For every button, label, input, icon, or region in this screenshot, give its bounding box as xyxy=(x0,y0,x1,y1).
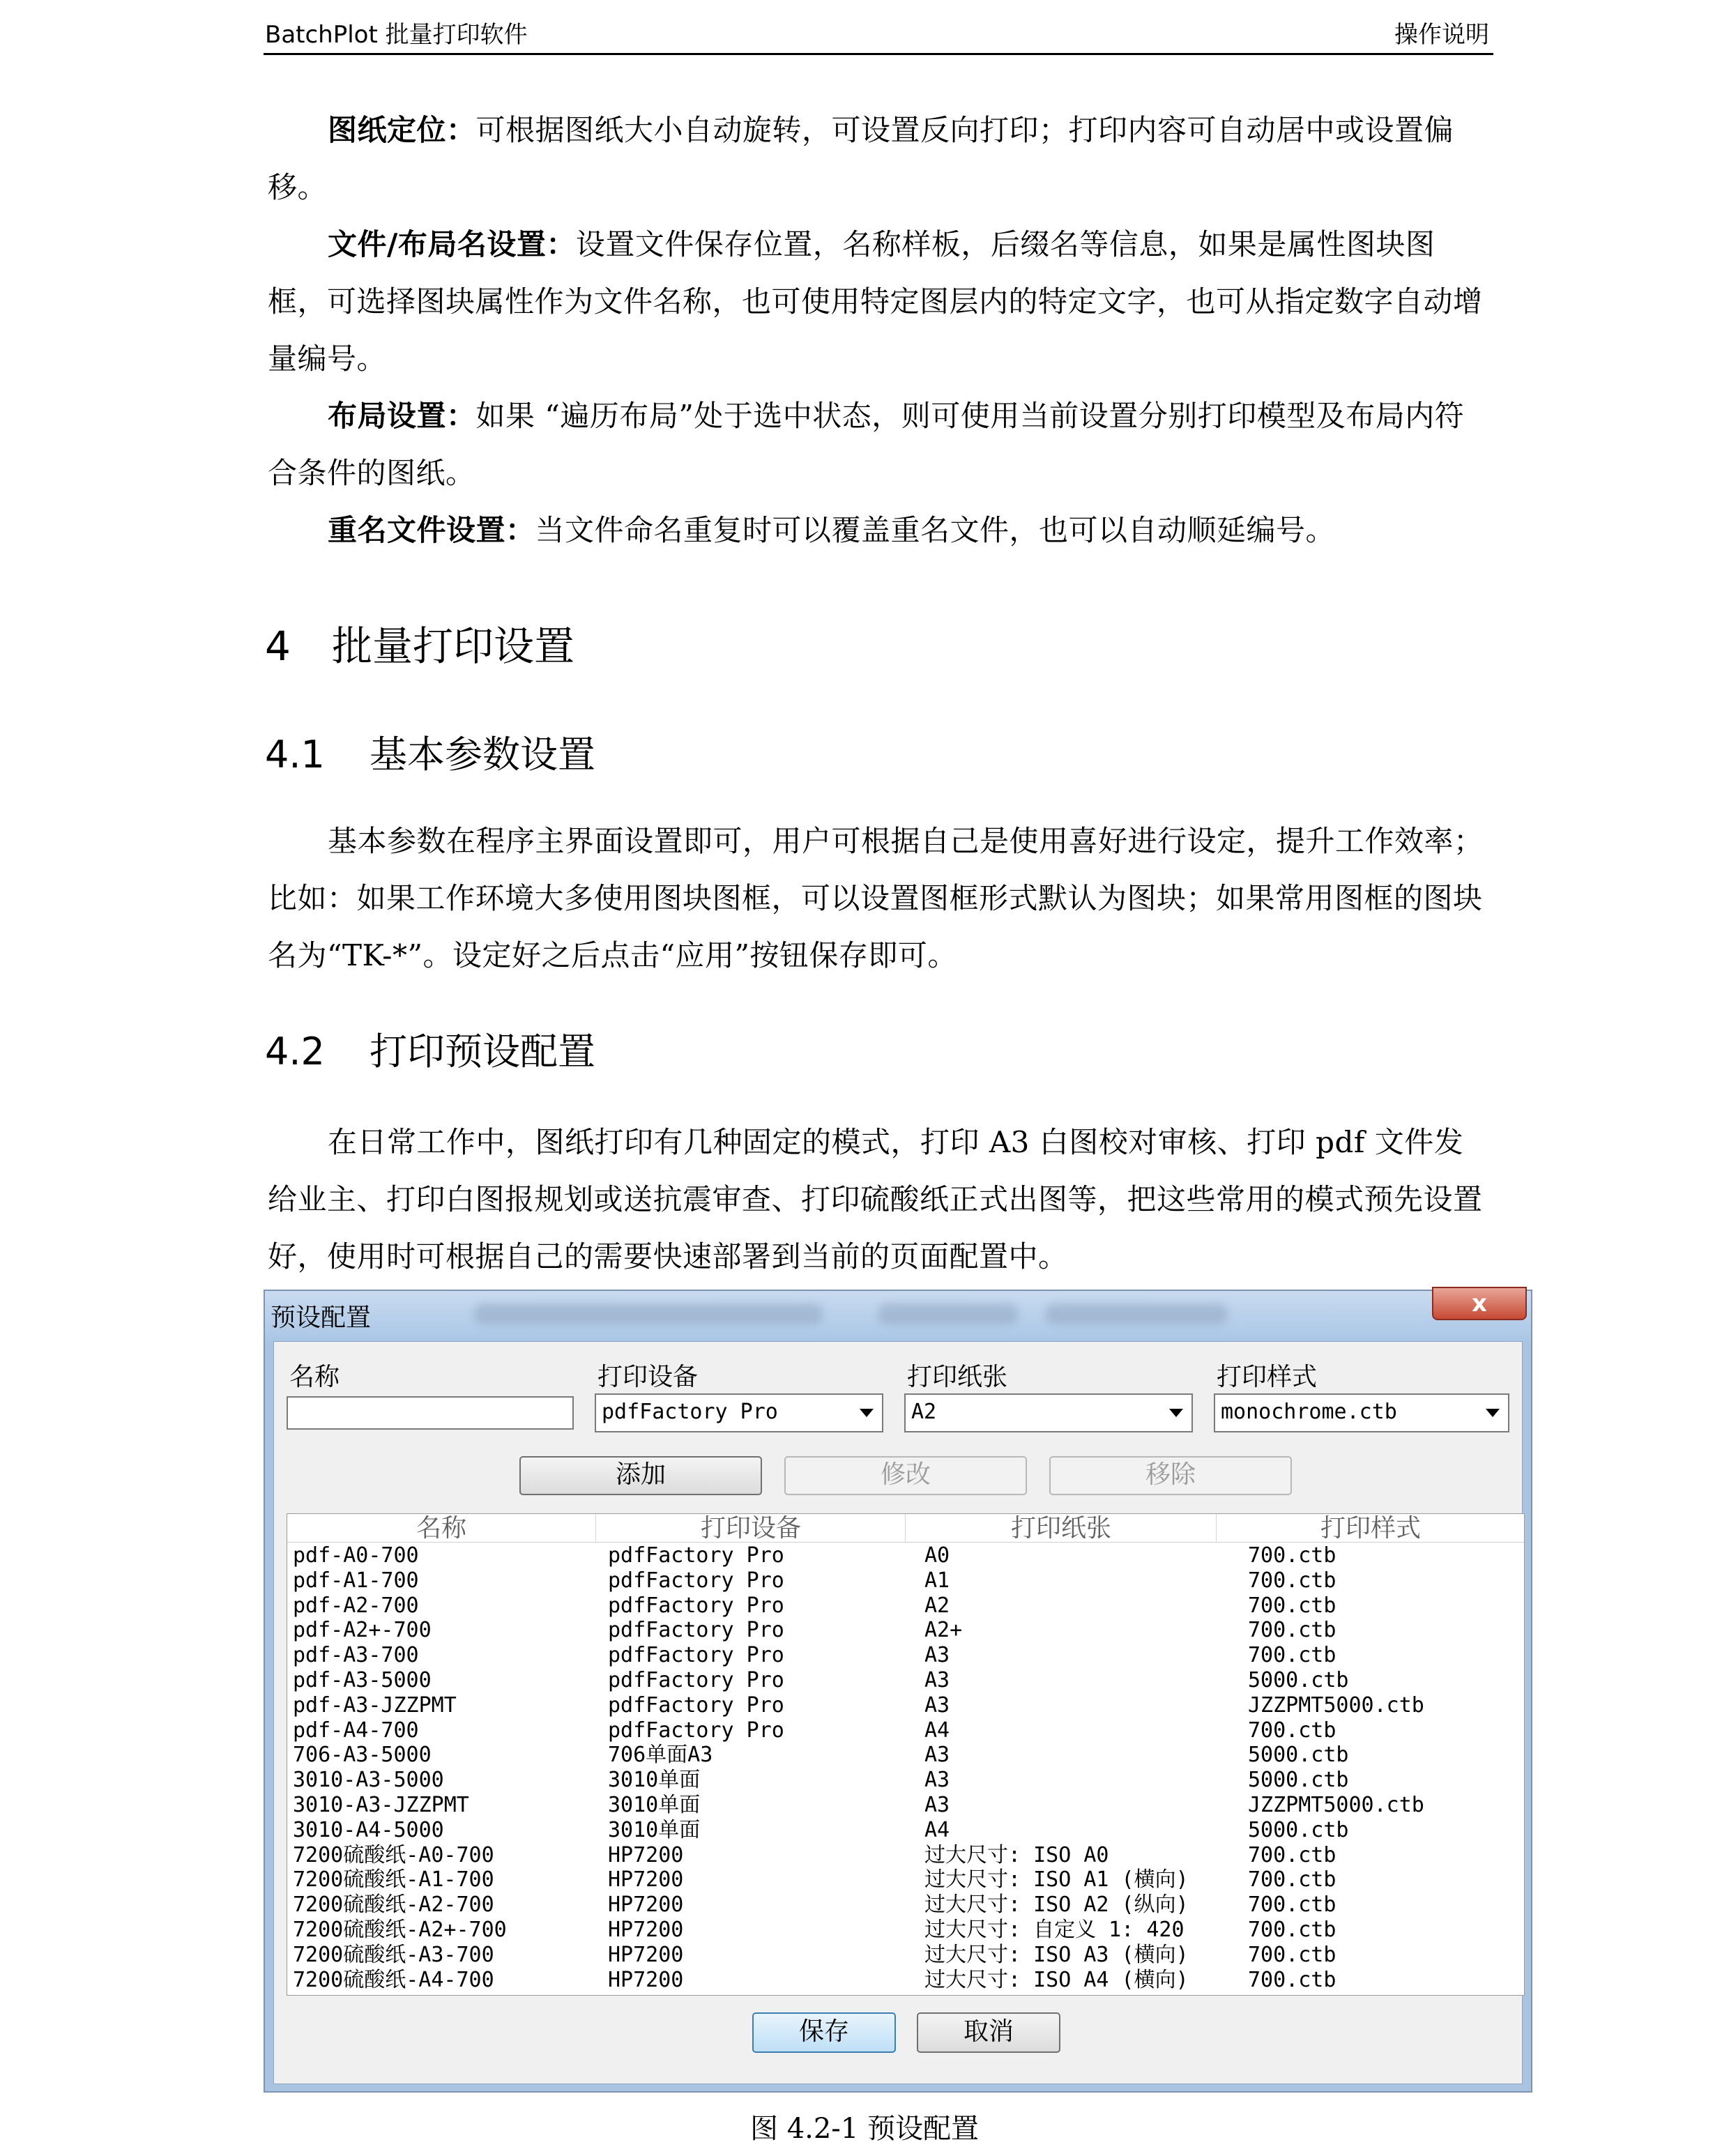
cell-paper: A2+ xyxy=(924,1618,963,1643)
cell-device: 3010单面 xyxy=(608,1793,701,1817)
table-row[interactable] xyxy=(287,1793,1524,1818)
cell-name: pdf-A1-700 xyxy=(293,1568,419,1593)
cell-style: JZZPMT5000.ctb xyxy=(1248,1692,1424,1718)
save-button[interactable]: 保存 xyxy=(752,2012,896,2053)
column-header-style[interactable]: 打印样式 xyxy=(1320,1514,1421,1543)
cell-paper: 过大尺寸: ISO A2 (纵向) xyxy=(924,1893,1189,1918)
cell-device: pdfFactory Pro xyxy=(608,1543,784,1568)
cell-style: 700.ctb xyxy=(1248,1942,1336,1967)
cell-device: HP7200 xyxy=(608,1893,684,1918)
cell-name: 7200硫酸纸-A1-700 xyxy=(293,1867,494,1893)
device-select-value: pdfFactory Pro xyxy=(602,1400,778,1424)
cell-style: 5000.ctb xyxy=(1248,1768,1349,1793)
modify-button[interactable]: 修改 xyxy=(784,1456,1027,1495)
table-row[interactable] xyxy=(287,1843,1524,1868)
add-button[interactable]: 添加 xyxy=(519,1456,762,1495)
cell-name: pdf-A3-700 xyxy=(293,1643,419,1668)
style-select-value: monochrome.ctb xyxy=(1221,1400,1397,1424)
blurred-background xyxy=(1046,1303,1227,1324)
cell-style: 700.ctb xyxy=(1248,1918,1336,1942)
table-row[interactable] xyxy=(287,1543,1524,1568)
cell-style: 700.ctb xyxy=(1248,1842,1336,1867)
cell-name: pdf-A3-5000 xyxy=(293,1668,432,1692)
cell-style: 700.ctb xyxy=(1248,1967,1336,1992)
cell-device: HP7200 xyxy=(608,1918,684,1942)
cell-paper: 过大尺寸: ISO A0 xyxy=(924,1842,1109,1867)
cell-style: 700.ctb xyxy=(1248,1568,1336,1593)
blurred-background xyxy=(878,1303,1018,1324)
chevron-down-icon xyxy=(1486,1409,1500,1417)
cancel-button[interactable]: 取消 xyxy=(917,2012,1060,2053)
cell-name: 7200硫酸纸-A4-700 xyxy=(293,1967,494,1992)
table-row[interactable] xyxy=(287,1593,1524,1619)
paragraph-duplicate: 重名文件设置：当文件命名重复时可以覆盖重名文件，也可以自动顺延编号。 xyxy=(328,513,1336,547)
blurred-background xyxy=(474,1303,823,1324)
chevron-down-icon xyxy=(860,1409,874,1417)
chevron-down-icon xyxy=(1169,1409,1183,1417)
cell-name: pdf-A2-700 xyxy=(293,1593,419,1618)
cell-name: 3010-A4-5000 xyxy=(293,1817,444,1842)
column-header-name[interactable]: 名称 xyxy=(287,1514,596,1542)
column-header-paper[interactable]: 打印纸张 xyxy=(906,1514,1217,1542)
cell-device: pdfFactory Pro xyxy=(608,1618,784,1643)
dialog-title: 预设配置 xyxy=(271,1303,372,1332)
cell-name: 7200硫酸纸-A2+-700 xyxy=(293,1918,507,1942)
cell-device: 3010单面 xyxy=(608,1768,701,1793)
table-row[interactable] xyxy=(287,1968,1524,1993)
cell-style: 5000.ctb xyxy=(1248,1817,1349,1842)
paper-select-value: A2 xyxy=(911,1400,937,1424)
cell-device: HP7200 xyxy=(608,1967,684,1992)
cell-paper: A3 xyxy=(924,1668,950,1692)
paragraph-layout: 布局设置：如果 “遍历布局”处于选中状态，则可使用当前设置分别打印模型及布局内符合条件的图纸。 xyxy=(268,399,1465,490)
cell-paper: A4 xyxy=(924,1718,950,1743)
table-row[interactable] xyxy=(287,1867,1524,1893)
column-header-device[interactable]: 打印设备 xyxy=(597,1514,906,1542)
remove-button[interactable]: 移除 xyxy=(1049,1456,1292,1495)
paper-label: 打印纸张 xyxy=(907,1363,1008,1391)
style-label: 打印样式 xyxy=(1217,1363,1318,1391)
cell-name: pdf-A2+-700 xyxy=(293,1618,432,1643)
cell-paper: A3 xyxy=(924,1643,950,1668)
page-header xyxy=(264,0,1493,55)
cell-device: HP7200 xyxy=(608,1942,684,1967)
cell-paper: 过大尺寸: ISO A3 (横向) xyxy=(924,1942,1189,1967)
table-row[interactable] xyxy=(287,1668,1524,1693)
table-row[interactable] xyxy=(287,1893,1524,1918)
cell-style: 700.ctb xyxy=(1248,1618,1336,1643)
section-heading: 4 批量打印设置 xyxy=(265,622,575,670)
cell-paper: A3 xyxy=(924,1743,950,1768)
list-header xyxy=(287,1514,1524,1543)
cell-style: 700.ctb xyxy=(1248,1867,1336,1893)
table-row[interactable] xyxy=(287,1568,1524,1593)
header-section: 操作说明 xyxy=(1394,21,1489,49)
cell-name: 7200硫酸纸-A3-700 xyxy=(293,1942,494,1967)
table-row[interactable] xyxy=(287,1943,1524,1968)
paper-select[interactable] xyxy=(904,1393,1193,1432)
name-input[interactable] xyxy=(287,1396,574,1430)
cell-style: 700.ctb xyxy=(1248,1543,1336,1568)
cell-device: pdfFactory Pro xyxy=(608,1668,784,1692)
cell-style: 700.ctb xyxy=(1248,1643,1336,1668)
cell-device: 706单面A3 xyxy=(608,1743,713,1768)
cell-device: 3010单面 xyxy=(608,1817,701,1842)
dialog-body xyxy=(273,1341,1523,2084)
preset-dialog xyxy=(264,1290,1532,2093)
paragraph-filename: 文件/布局名设置：设置文件保存位置，名称样板，后缀名等信息，如果是属性图块图框，可选择图块属性作为文件名称，也可使用特定图层内的特定文字，也可从指定数字自动增量编号。 xyxy=(268,227,1483,376)
cell-style: 5000.ctb xyxy=(1248,1743,1349,1768)
preset-list[interactable] xyxy=(287,1513,1525,1996)
close-button[interactable]: x xyxy=(1432,1287,1527,1320)
cell-name: 7200硫酸纸-A2-700 xyxy=(293,1893,494,1918)
cell-paper: A3 xyxy=(924,1692,950,1718)
name-label: 名称 xyxy=(289,1363,340,1391)
cell-device: pdfFactory Pro xyxy=(608,1568,784,1593)
device-select[interactable] xyxy=(595,1393,883,1432)
header-title: BatchPlot 批量打印软件 xyxy=(265,21,528,49)
cell-style: 700.ctb xyxy=(1248,1893,1336,1918)
cell-device: pdfFactory Pro xyxy=(608,1643,784,1668)
cell-style: 700.ctb xyxy=(1248,1718,1336,1743)
cell-name: pdf-A3-JZZPMT xyxy=(293,1692,457,1718)
table-row[interactable] xyxy=(287,1768,1524,1793)
style-select[interactable] xyxy=(1214,1393,1509,1432)
cell-paper: A4 xyxy=(924,1817,950,1842)
cell-paper: A0 xyxy=(924,1543,950,1568)
cell-device: pdfFactory Pro xyxy=(608,1593,784,1618)
cell-paper: 过大尺寸: ISO A4 (横向) xyxy=(924,1967,1189,1992)
cell-device: pdfFactory Pro xyxy=(608,1718,784,1743)
table-row[interactable] xyxy=(287,1693,1524,1718)
table-row[interactable] xyxy=(287,1818,1524,1843)
cell-style: JZZPMT5000.ctb xyxy=(1248,1793,1424,1817)
table-row[interactable] xyxy=(287,1643,1524,1668)
table-row[interactable] xyxy=(287,1743,1524,1768)
cell-name: 3010-A3-5000 xyxy=(293,1768,444,1793)
cell-paper: 过大尺寸: 自定义 1: 420 xyxy=(924,1918,1185,1942)
table-row[interactable] xyxy=(287,1718,1524,1743)
cell-style: 5000.ctb xyxy=(1248,1668,1349,1692)
cell-name: 706-A3-5000 xyxy=(293,1743,432,1768)
cell-paper: A1 xyxy=(924,1568,950,1593)
cell-paper: 过大尺寸: ISO A1 (横向) xyxy=(924,1867,1189,1893)
table-row[interactable] xyxy=(287,1618,1524,1643)
cell-device: HP7200 xyxy=(608,1842,684,1867)
paragraph-4-2: 在日常工作中，图纸打印有几种固定的模式，打印 A3 白图校对审核、打印 pdf 文件发给业主、打印白图报规划或送抗震审查、打印硫酸纸正式出图等，把这些常用的模式预先设置好，使用时可根据自己的需要快速部署到当前的页面配置中。 xyxy=(268,1125,1483,1274)
cell-style: 700.ctb xyxy=(1248,1593,1336,1618)
cell-device: pdfFactory Pro xyxy=(608,1692,784,1718)
cell-name: pdf-A4-700 xyxy=(293,1718,419,1743)
cell-paper: A3 xyxy=(924,1768,950,1793)
paragraph-4-1: 基本参数在程序主界面设置即可，用户可根据自己是使用喜好进行设定，提升工作效率；比如：如果工作环境大多使用图块图框，可以设置图框形式默认为图块；如果常用图框的图块名为“TK-*”。设定好之后点击“应用”按钮保存即可。 xyxy=(268,824,1484,972)
subsection-heading-4-1: 4.1 基本参数设置 xyxy=(265,733,595,777)
subsection-heading-4-2: 4.2 打印预设配置 xyxy=(265,1030,595,1073)
table-row[interactable] xyxy=(287,1918,1524,1943)
cell-paper: A2 xyxy=(924,1593,950,1618)
cell-paper: A3 xyxy=(924,1793,950,1817)
paragraph-positioning: 图纸定位：可根据图纸大小自动旋转，可设置反向打印；打印内容可自动居中或设置偏移。 xyxy=(268,113,1454,204)
dialog-titlebar[interactable] xyxy=(265,1291,1531,1341)
cell-name: 7200硫酸纸-A0-700 xyxy=(293,1842,494,1867)
device-label: 打印设备 xyxy=(597,1363,699,1391)
cell-device: HP7200 xyxy=(608,1867,684,1893)
cell-name: 3010-A3-JZZPMT xyxy=(293,1793,469,1817)
figure-caption: 图 4.2-1 预设配置 xyxy=(749,2113,979,2145)
cell-name: pdf-A0-700 xyxy=(293,1543,419,1568)
